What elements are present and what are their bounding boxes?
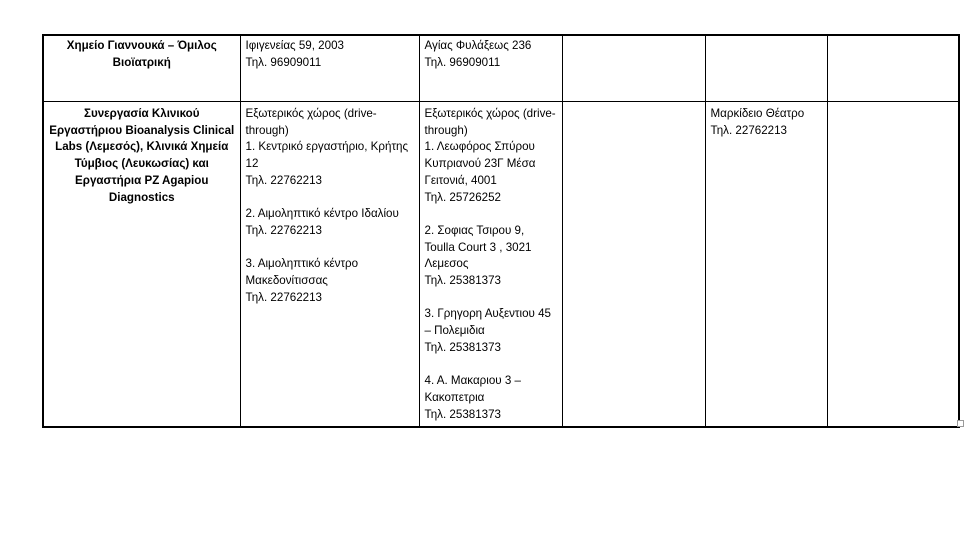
empty-cell[interactable] <box>827 102 959 428</box>
address-line: Αγίας Φυλάξεως 236 <box>424 39 532 52</box>
address-line: 2. Αιμοληπτικό κέντρο Ιδαλίου <box>245 207 399 221</box>
phone-line: Τηλ. 25381373 <box>424 407 502 421</box>
theatre-cell[interactable] <box>705 102 827 428</box>
phone-line: Τηλ. 22762213 <box>245 173 323 187</box>
location-line: Εξωτερικός χώρος (drive-through) <box>245 107 377 137</box>
address-line: 3. Γρηγορη Αυξεντιου 45 – Πολεμιδια <box>424 307 551 338</box>
document-table <box>42 34 960 428</box>
empty-cell[interactable] <box>562 102 705 428</box>
paragraph-gap <box>425 357 557 374</box>
table-resize-handle[interactable] <box>957 420 964 427</box>
location-line: Εξωτερικός χώρος (drive-through) <box>424 107 556 137</box>
phone-line: Τηλ. 25381373 <box>424 340 502 354</box>
address-line: 4. Α. Μακαριου 3 – Κακοπετρια <box>424 374 521 404</box>
phone-line: Τηλ. 25381373 <box>424 274 502 288</box>
phone-line: Τηλ. 22762213 <box>245 223 323 237</box>
table-row <box>43 35 959 102</box>
phone-line: Τηλ. 22762213 <box>245 290 323 304</box>
address-line: 2. Σοφιας Τσιρου 9, Toulla Court 3 , 3021 Λεμεσος <box>424 223 532 271</box>
paragraph-gap <box>246 240 414 257</box>
phone-line: Τηλ. 25726252 <box>424 190 502 204</box>
lab-name-cell[interactable] <box>43 102 240 428</box>
phone-line: Τηλ. 96909011 <box>245 55 322 69</box>
paragraph-gap <box>425 290 557 307</box>
lab-name-cell[interactable] <box>43 35 240 102</box>
address-cell-2[interactable] <box>419 102 562 428</box>
address-line: 1. Λεωφόρος Σπύρου Κυπριανού 23Γ Μέσα Γειτονιά, 4001 <box>424 140 536 187</box>
table-row <box>43 102 959 428</box>
address-line: 3. Αιμοληπτικό κέντρο Μακεδονίτισσας <box>245 257 359 287</box>
address-line: 1. Κεντρικό εργαστήριο, Κρήτης 12 <box>245 140 409 171</box>
address-cell-1[interactable] <box>240 102 419 428</box>
address-cell-2[interactable] <box>419 35 562 102</box>
phone-line: Τηλ. 22762213 <box>710 123 788 137</box>
address-cell-1[interactable] <box>240 35 419 102</box>
paragraph-gap <box>246 190 414 207</box>
lab-name: Συνεργασία Κλινικού Εργαστήριου Bioanalysis Clinical Labs (Λεμεσός), Κλινικά Χημεία Τύμβιος (Λευκωσίας) και Εργαστήρια PZ Agapiou Diagnostics <box>49 107 235 204</box>
empty-cell[interactable] <box>562 35 705 102</box>
venue-line: Μαρκίδειο Θέατρο <box>710 107 805 120</box>
address-line: Ιφιγενείας 59, 2003 <box>245 39 344 52</box>
empty-cell[interactable] <box>705 35 827 102</box>
empty-cell[interactable] <box>827 35 959 102</box>
phone-line: Τηλ. 96909011 <box>424 55 501 69</box>
lab-name: Χημείο Γιαννουκά – Όμιλος Βιοϊατρική <box>66 39 217 69</box>
paragraph-gap <box>425 206 557 223</box>
